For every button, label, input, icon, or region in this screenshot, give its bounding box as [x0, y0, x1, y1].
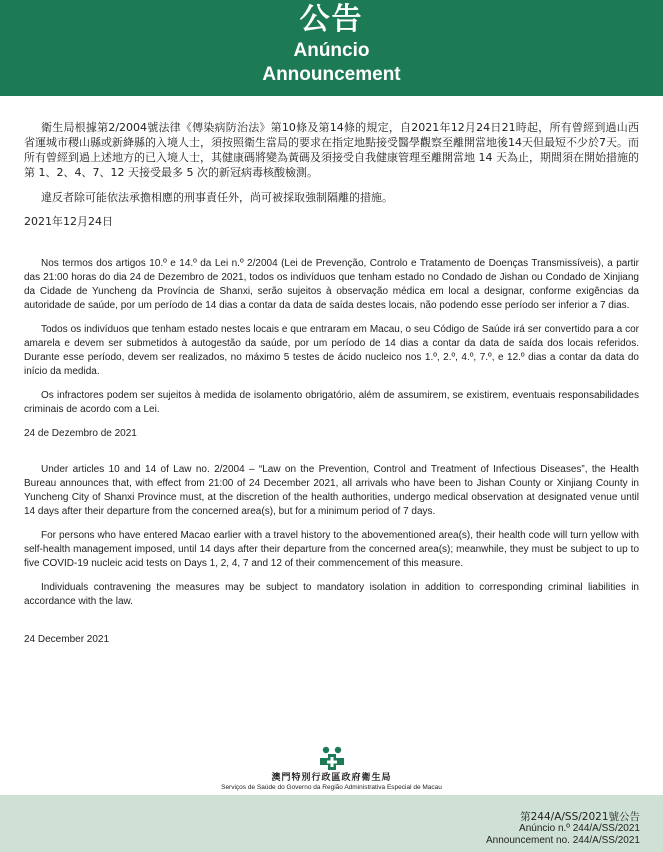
reference-portuguese: Anúncio n.º 244/A/SS/2021: [519, 823, 640, 834]
announcement-header: [0, 0, 663, 96]
health-bureau-logo: [194, 745, 469, 792]
zh-paragraph-2: 違反者除可能依法承擔相應的刑事責任外，尚可被採取強制隔離的措施。: [41, 191, 393, 204]
reference-english: Announcement no. 244/A/SS/2021: [485, 834, 640, 846]
announcement-body: [24, 120, 639, 665]
zh-date: 2021年12月24日: [24, 215, 113, 228]
en-date: 24 December 2021: [24, 634, 110, 645]
pt-paragraph-2: Todos os indivíduos que tenham estado nestes locais e que entraram em Macau, o seu Código de Saúde irá ser convertido para a cor amarela e devem ser submetidos à autogestão da saúde, por um período de 14 dias a contar da data de saída dos locais referidos. Durante esse período, devem ser realizados, no máximo 5 testes de ácido nucleico nos 1.º, 2.º, 4.º, 7.º, e 12.º dias a contar da data do início da medida.: [24, 324, 639, 377]
health-bureau-logo-icon: [318, 745, 346, 771]
health-bureau-name-chinese: 澳門特別行政區政府衛生局: [271, 773, 392, 783]
title-portuguese: Anúncio: [293, 40, 370, 61]
reference-chinese: 第244/A/SS/2021號公告: [520, 811, 640, 823]
en-paragraph-3: Individuals contravening the measures may be subject to mandatory isolation in addition to corresponding criminal liabilities in accordance with the law.: [24, 582, 639, 607]
en-paragraph-1: Under articles 10 and 14 of Law no. 2/2004 – “Law on the Prevention, Control and Treatment of Infectious Diseases”, the Health Bureau announces that, with effect from 21:00 of 24 December 2021, all arrivals who have been to Jishan County or Xinjiang County in Yuncheng City of Shanxi Province must, at the discretion of the health authorities, undergo medical observation at designated venue until 14 days after their departure from the concerned area(s), but for a minimum period of 7 days.: [24, 464, 639, 517]
zh-paragraph-1: 衛生局根據第2/2004號法律《傳染病防治法》第10條及第14條的規定，自2021年12月24日21時起，所有曾經到過山西省運城市稷山縣或新絳縣的入境人士，須按照衛生當局的要求在指定地點接受醫學觀察至離開當地後14天但最短不少於7天。而所有曾經到過上述地方的已入境人士，其健康碼將變為黃碼及須接受自我健康管理至離開當地 14 天為止，期間須在開始措施的第 1、2、4、7、12 天接受最多 5 次的新冠病毒核酸檢測。: [24, 121, 639, 179]
pt-paragraph-1: Nos termos dos artigos 10.º e 14.º da Lei n.º 2/2004 (Lei de Prevenção, Controlo e Tratamento de Doenças Transmissíveis), a partir das 21:00 horas do dia 24 de Dezembro de 2021, todos os indivíduos que tenham estado no Condado de Jishan ou Condado de Xinjiang da Cidade de Yuncheng da Província de Shanxi, serão sujeitos à observação médica em local a designar, conforme exigências da autoridade de saúde, por um período de 14 dias a contar da data de saída destes locais, não podendo esse período ser inferior a 7 dias.: [24, 258, 639, 311]
pt-date: 24 de Dezembro de 2021: [24, 428, 137, 439]
reference-number: [486, 811, 640, 846]
title-english: Announcement: [262, 64, 401, 85]
health-bureau-name-portuguese: Serviços de Saúde do Governo da Região Administrativa Especial de Macau: [221, 784, 442, 791]
pt-paragraph-3: Os infractores podem ser sujeitos à medida de isolamento obrigatório, além de assumirem, se existirem, eventuais responsabilidades criminais de acordo com a Lei.: [24, 390, 639, 415]
title-chinese: 公告: [299, 2, 364, 37]
en-paragraph-2: For persons who have entered Macao earlier with a travel history to the abovementioned area(s), their health code will turn yellow with self-health management imposed, until 14 days after their departure from the concerned area(s); meanwhile, they must be subject to up to five COVID-19 nucleic acid tests on Days 1, 2, 4, 7 and 12 of their commencement of this measure.: [24, 530, 639, 569]
